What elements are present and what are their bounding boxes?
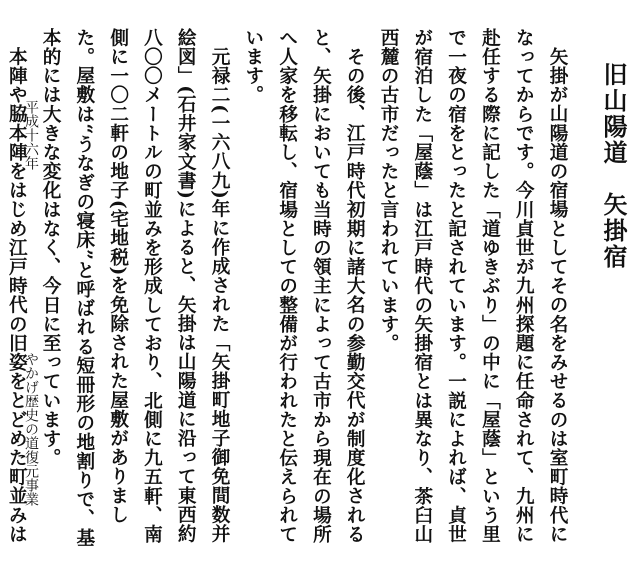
sign-date: 平成十六年 [23,100,39,170]
sign-title: 旧山陽道 矢掛宿 [599,62,628,270]
paragraph-3: 元禄二(一六八九)年に作成された「矢掛町地子御免間数并絵図」(石井家文書)によると、矢掛は山陽道に沿って東西約八〇〇メートルの町並みを形成しており、北側に九五軒、南側に一〇二軒の地子(宅地税)を免除された屋敷がありました。屋敷は“うなぎの寝床”と呼ばれる短冊形の地割りで、基本的には大きな変化はなく、今日に至っています。 [40,28,231,547]
paragraph-1: 矢掛が山陽道の宿場としてその名をみせるのは室町時代になってからです。今川貞世が九州探題に任命されて、九州に赴任する際に記した「道ゆきぶり」の中に「屋蔭」という里で一夜の宿をとったと記されています。一説によれば、貞世が宿泊した「屋蔭」は江戸時代の矢掛宿とは異なり、茶臼山西麓の古市だったと言われています。 [378,28,568,544]
sign-publisher: やかげ歴史の道復元事業 [23,352,39,506]
paragraph-4: 本陣や脇本陣をはじめ江戸時代の旧姿をとどめた町並みは [6,46,28,544]
paragraph-2: その後、江戸時代初期に諸大名の参勤交代が制度化されると、矢掛においても当時の領主によって古市から現在の場所へ人家を移転し、宿場としての整備が行われたと伝えられています。 [242,28,366,544]
